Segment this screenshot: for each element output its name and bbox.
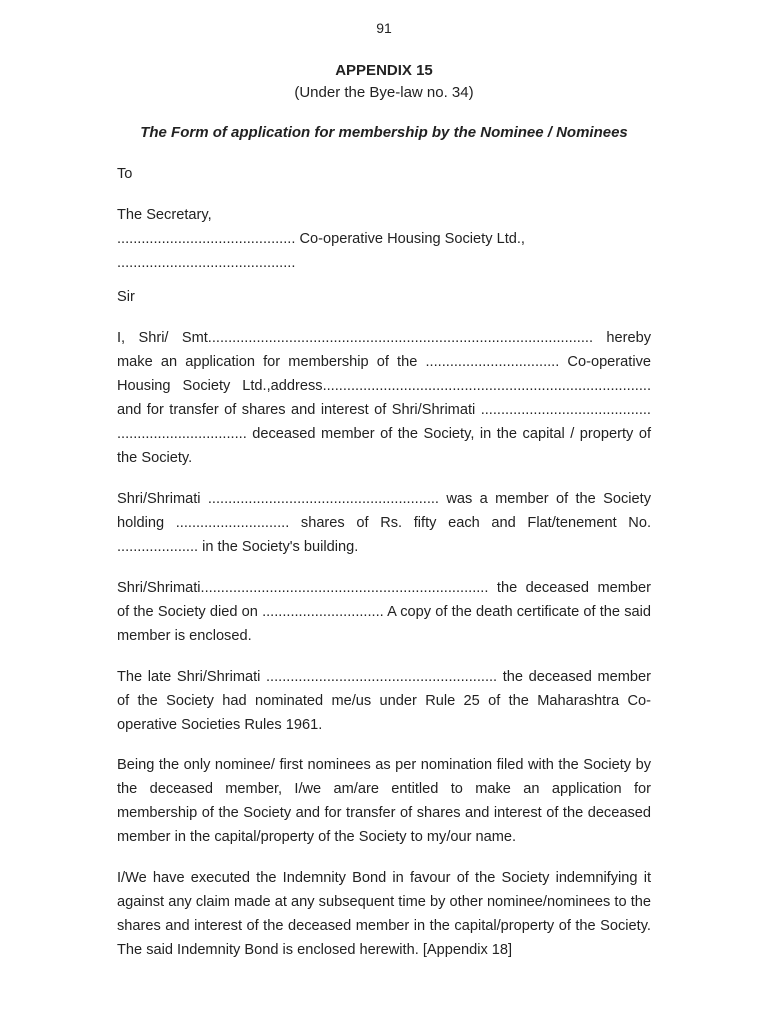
page-number: 91 xyxy=(376,20,392,36)
paragraph-member-holding: Shri/Shrimati ......................................................... was a member of the Society holding ............................ shares of Rs. fifty each and Flat/tenement No. .................... in the Society's building. xyxy=(117,491,651,555)
addressee-to: To xyxy=(117,166,133,182)
appendix-title: APPENDIX 15 xyxy=(335,62,433,79)
addressee-block xyxy=(117,203,651,275)
salutation: Sir xyxy=(117,289,135,305)
appendix-subtitle: (Under the Bye-law no. 34) xyxy=(294,84,474,101)
paragraph-entitlement: Being the only nominee/ first nominees as per nomination filed with the Society by the deceased member, I/we am/are entitled to make an application for membership of the Society and for transfer of shares and interest of the deceased member in the capital/property of the Society to my/our name. xyxy=(117,757,651,845)
recipient-line: The Secretary, xyxy=(117,207,212,223)
society-address-line: ............................................ xyxy=(117,255,296,271)
paragraph-nomination: The late Shri/Shrimati ......................................................... the deceased member of the Society had nominated me/us under Rule 25 of the Maharashtra Co-operative Societies Rules 1961. xyxy=(117,669,651,733)
society-name-line: ............................................ Co-operative Housing Society Ltd., xyxy=(117,231,525,247)
paragraph-death: Shri/Shrimati....................................................................... the deceased member of the Society died on .............................. A copy of the death certificate of the said member is enclosed. xyxy=(117,580,651,644)
form-title: The Form of application for membership by the Nominee / Nominees xyxy=(140,124,628,141)
paragraph-indemnity: I/We have executed the Indemnity Bond in favour of the Society indemnifying it against any claim made at any subsequent time by other nominee/nominees to the shares and interest of the deceased member in the capital/property of the Society. The said Indemnity Bond is enclosed herewith. [Appendix 18] xyxy=(117,870,651,958)
paragraph-applicant: I, Shri/ Smt............................................................................................... hereby make an application for membership of the ................................. Co-operative Housing Society Ltd.,address................................................................................. and for transfer of shares and interest of Shri/Shrimati .......................................... ................................ deceased member of the Society, in the capital / property of the Society. xyxy=(117,330,651,466)
